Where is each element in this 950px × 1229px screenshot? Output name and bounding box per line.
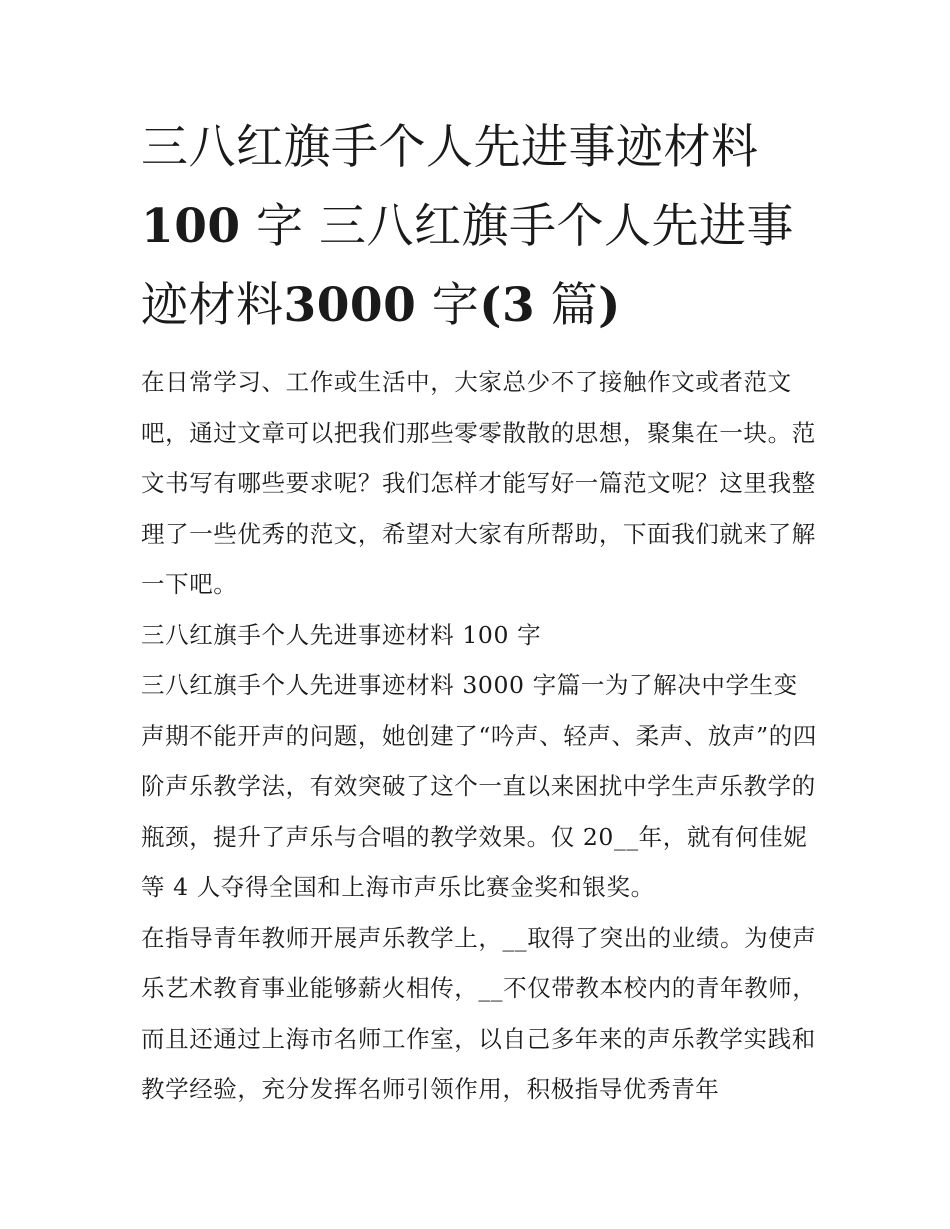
title-number-1: 100 bbox=[141, 199, 241, 254]
title-text-1: 三八红旗手个人先进事迹材料 bbox=[141, 120, 759, 175]
title-text-2: 字 三八红旗手个人先进事迹材料 bbox=[141, 199, 794, 333]
title-close: ) bbox=[598, 278, 621, 333]
document-title bbox=[141, 108, 821, 345]
intro-paragraph: 在日常学习、工作或生活中，大家总少不了接触作文或者范文吧，通过文章可以把我们那些零零散散的思想，聚集在一块。范文书写有哪些要求呢？我们怎样才能写好一篇范文呢？这里我整理了一些优秀的范文，希望对大家有所帮助，下面我们就来了解一下吧。 bbox=[141, 368, 816, 598]
title-count: (3 bbox=[479, 278, 536, 333]
body-paragraph: 三八红旗手个人先进事迹材料 3000 字篇一为了解决中学生变声期不能开声的问题，她创建了“吟声、轻声、柔声、放声”的四阶声乐教学法，有效突破了这个一直以来困扰中学生声乐教学的瓶颈，提升了声乐与合唱的教学效果。仅 20__年，就有何佳妮等 4 人夺得全国和上海市声乐比赛金奖和银奖。 bbox=[141, 671, 817, 901]
title-number-2: 3000 bbox=[283, 278, 417, 333]
body-paragraph: 在指导青年教师开展声乐教学上，__取得了突出的业绩。为使声乐艺术教育事业能够薪火相传，__不仅带教本校内的青年教师，而且还通过上海市名师工作室，以自己多年来的声乐教学实践和教学经验，充分发挥名师引领作用，积极指导优秀青年 bbox=[141, 923, 817, 1103]
section-heading: 三八红旗手个人先进事迹材料 100 字 bbox=[141, 620, 542, 649]
title-text-3: 字 bbox=[416, 278, 480, 333]
document-page bbox=[141, 108, 821, 1115]
title-text-4: 篇 bbox=[535, 278, 599, 333]
